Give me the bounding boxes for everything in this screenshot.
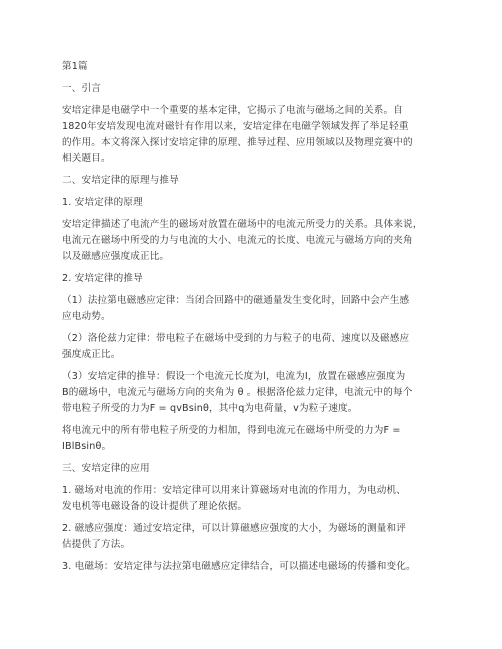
intro-paragraph-line-4: 相关题目。 xyxy=(62,153,111,164)
principle-paragraph-line-2: 电流元在磁场中所受的力与电流的大小、电流元的长度、电流元与磁场方向的夹角 xyxy=(62,235,413,246)
principle-paragraph-line-3: 以及磁感应强度成正比。 xyxy=(62,251,170,262)
application-2-line-1: 2. 磁感应强度：通过安培定律，可以计算磁感应强度的大小，为磁场的测量和评 xyxy=(62,523,406,534)
subheading-derivation: 2. 安培定律的推导 xyxy=(62,273,143,284)
intro-paragraph-line-1: 安培定律是电磁学中一个重要的基本定律，它揭示了电流与磁场之间的关系。自 xyxy=(62,105,404,116)
derivation-item-1-line-1: （1）法拉第电磁感应定律：当闭合回路中的磁通量发生变化时，回路中会产生感 xyxy=(62,295,410,306)
application-1-line-2: 发电机等电磁设备的设计提供了理论依据。 xyxy=(62,501,248,512)
principle-paragraph-line-1: 安培定律描述了电流产生的磁场对放置在磁场中的电流元所受力的关系。具体来说， xyxy=(62,219,423,230)
heading-applications: 三、安培定律的应用 xyxy=(62,463,150,474)
application-1-line-1: 1. 磁场对电流的作用：安培定律可以用来计算磁场对电流的作用力，为电动机、 xyxy=(62,485,406,496)
derivation-item-3-line-1: （3）安培定律的推导：假设一个电流元长度为l，电流为I，放置在磁感应强度为 xyxy=(62,371,406,382)
subheading-principle: 1. 安培定律的原理 xyxy=(62,197,143,208)
derivation-item-2-line-1: （2）洛伦兹力定律：带电粒子在磁场中受到的力与粒子的电荷、速度以及磁感应 xyxy=(62,333,410,344)
application-2-line-2: 估提供了方法。 xyxy=(62,539,131,550)
section-label: 第1篇 xyxy=(62,61,88,72)
heading-introduction: 一、引言 xyxy=(62,83,101,94)
derivation-item-3-line-3: 带电粒子所受的力为F = qvBsinθ，其中q为电荷量，v为粒子速度。 xyxy=(62,403,358,414)
derivation-item-2-line-2: 强度成正比。 xyxy=(62,349,121,360)
intro-paragraph-line-2: 1820年安培发现电流对磁针有作用以来，安培定律在电磁学领域发挥了举足轻重 xyxy=(62,121,409,132)
intro-paragraph-line-3: 的作用。本文将深入探讨安培定律的原理、推导过程、应用领域以及物理竞赛中的 xyxy=(62,137,413,148)
heading-principle-derivation: 二、安培定律的原理与推导 xyxy=(62,175,179,186)
derivation-item-1-line-2: 应电动势。 xyxy=(62,311,111,322)
derivation-summary-line-2: IBlBsinθ。 xyxy=(62,441,112,452)
derivation-summary-line-1: 将电流元中的所有带电粒子所受的力相加，得到电流元在磁场中所受的力为F = xyxy=(62,425,401,436)
application-3-line-1: 3. 电磁场：安培定律与法拉第电磁感应定律结合，可以描述电磁场的传播和变化。 xyxy=(62,561,416,572)
derivation-item-3-line-2: B的磁场中，电流元与磁场方向的夹角为 θ 。根据洛伦兹力定律，电流元中的每个 xyxy=(62,387,413,398)
